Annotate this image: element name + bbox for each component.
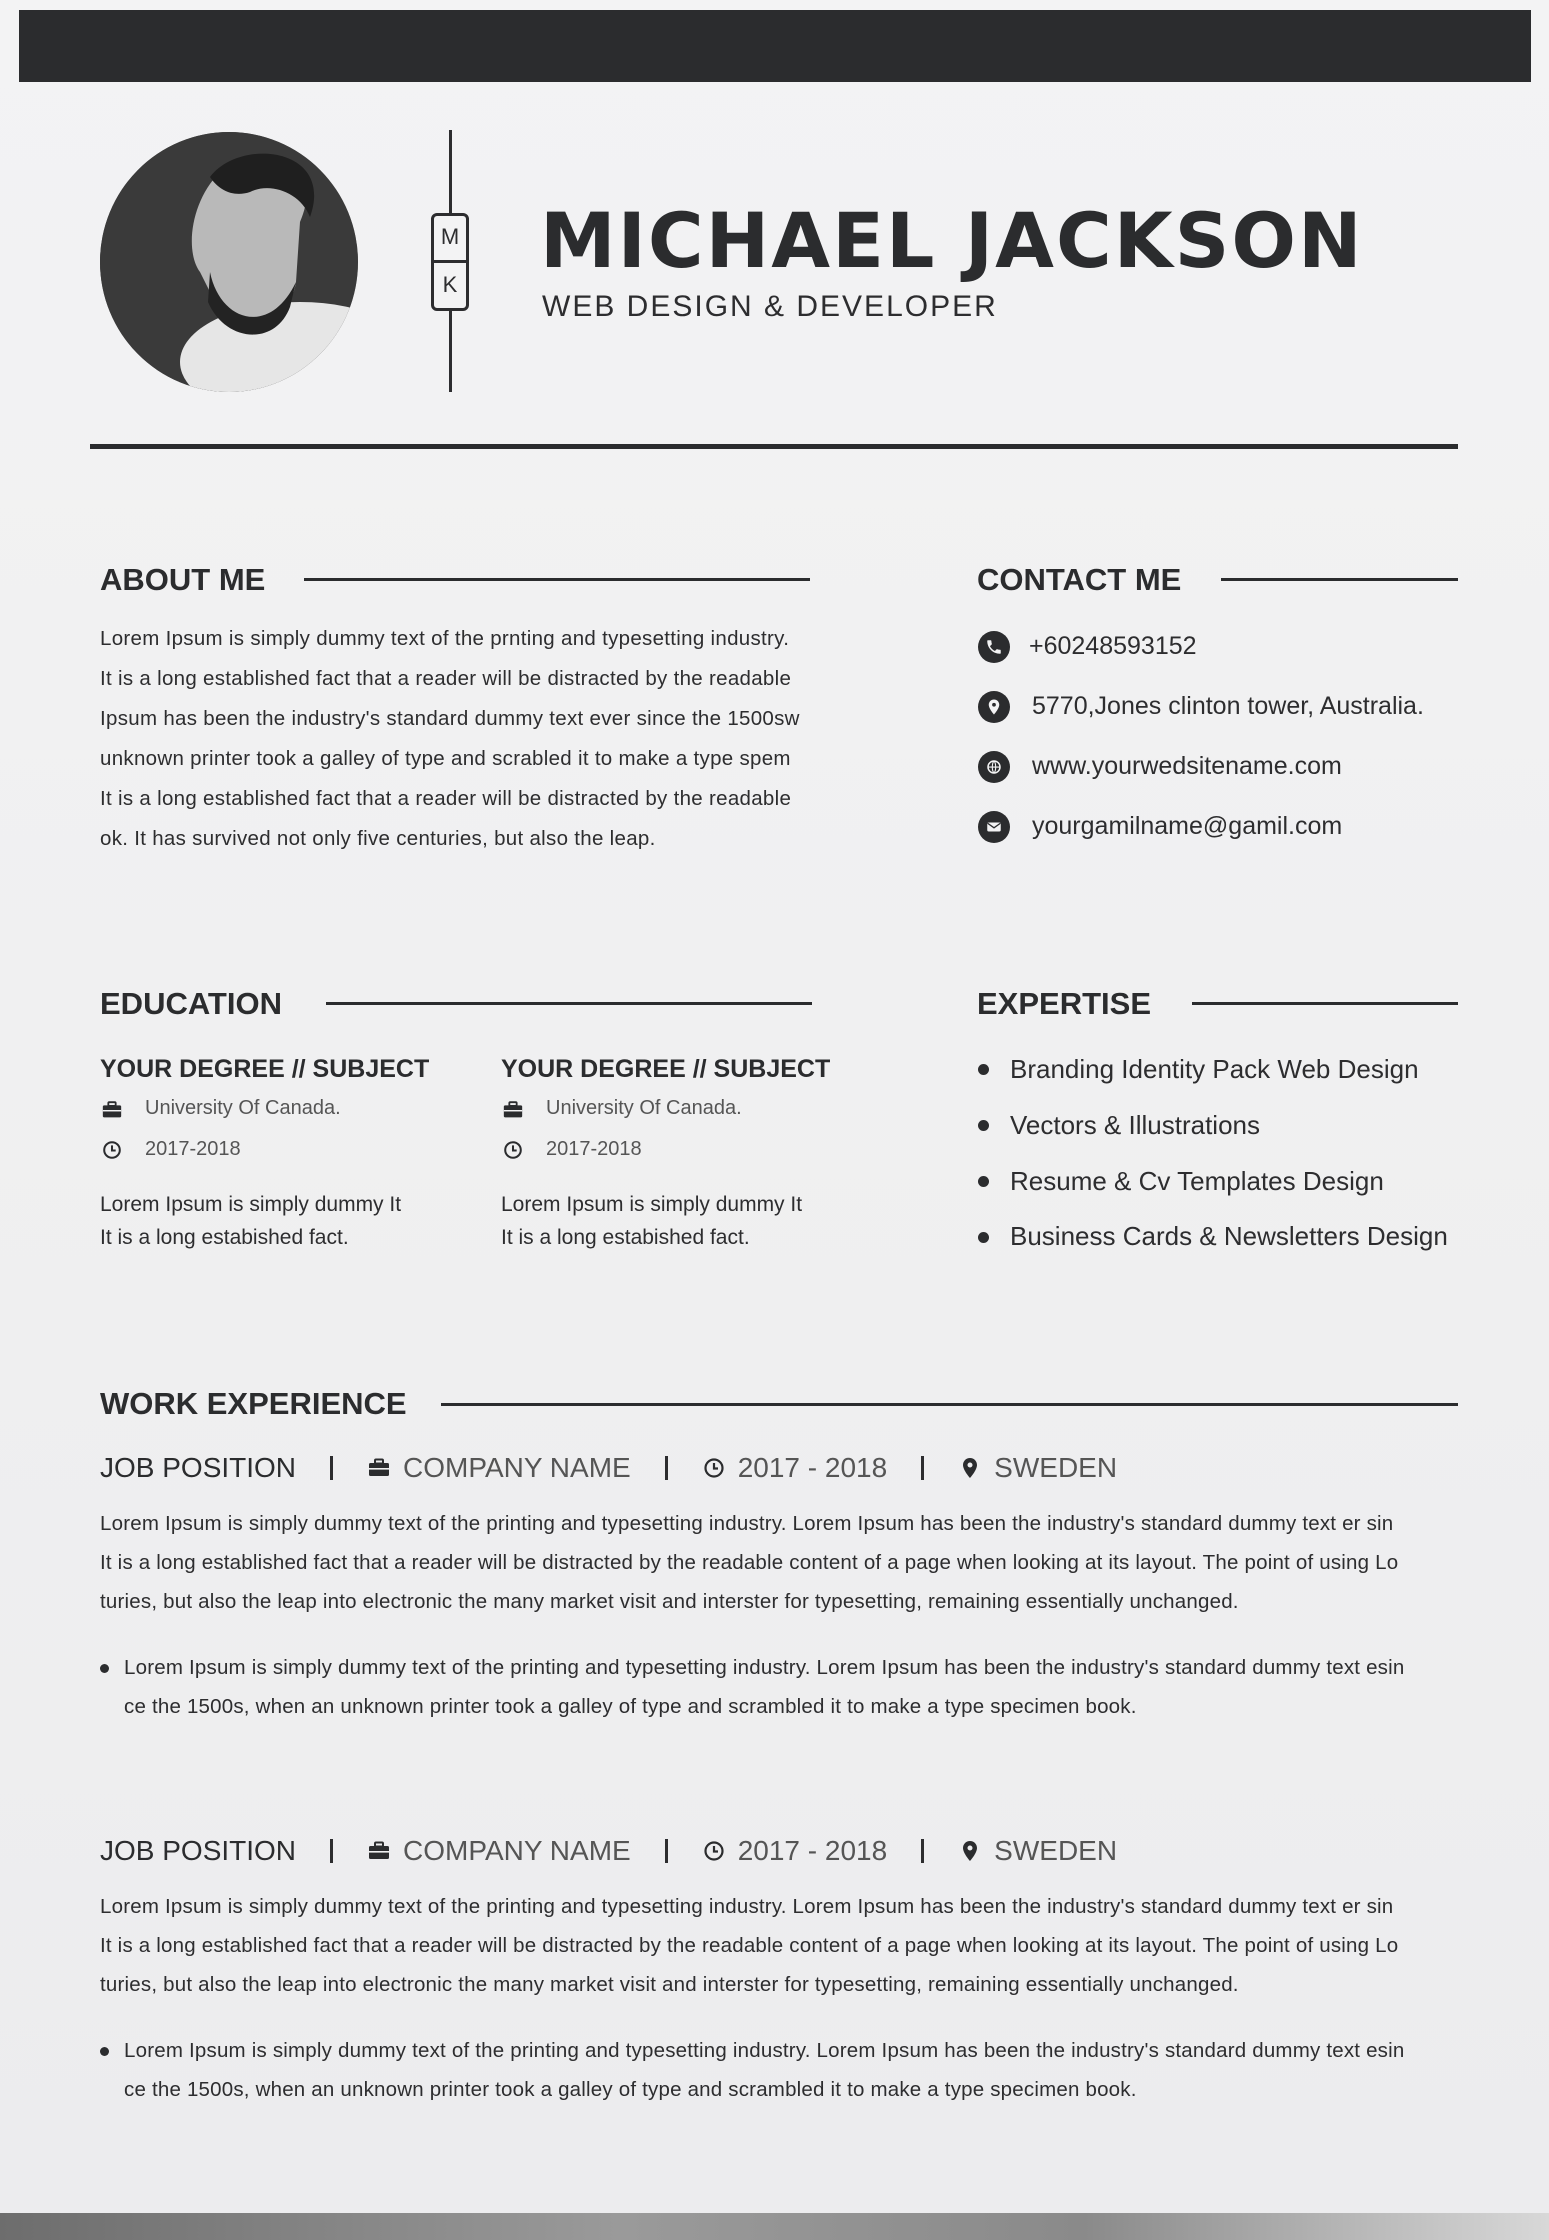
profile-portrait-image bbox=[100, 132, 358, 392]
job-header bbox=[100, 1452, 1117, 1484]
clock-icon bbox=[502, 1139, 524, 1161]
profile-photo bbox=[100, 132, 358, 392]
location-pin-icon bbox=[958, 1839, 982, 1863]
clock-icon bbox=[702, 1456, 726, 1480]
job-location bbox=[958, 1452, 1117, 1484]
company bbox=[367, 1452, 631, 1484]
bullet-icon bbox=[978, 1120, 989, 1131]
company-name: COMPANY NAME bbox=[403, 1452, 631, 1483]
header-divider bbox=[90, 444, 1458, 449]
job-years bbox=[702, 1452, 887, 1484]
expertise-item: Branding Identity Pack Web Design bbox=[1010, 1054, 1419, 1084]
mail-icon bbox=[978, 811, 1010, 843]
contact-email[interactable]: yourgamilname@gamil.com bbox=[1032, 812, 1343, 840]
about-text bbox=[100, 619, 800, 859]
school-name: University Of Canada. bbox=[546, 1097, 742, 1119]
separator bbox=[665, 1839, 668, 1863]
job-desc-line: It is a long established fact that a reader will be distracted by the readable content of a page when looking at its layout. The point of using Lo bbox=[100, 1551, 1399, 1574]
about-line: It is a long established fact that a reader will be distracted by the readable bbox=[100, 787, 792, 810]
about-line: Ipsum has been the industry's standard dummy text ever since the 1500sw bbox=[100, 707, 800, 730]
clock-icon bbox=[101, 1139, 123, 1161]
job-bullet-line: Lorem Ipsum is simply dummy text of the printing and typesetting industry. Lorem Ipsum has been the industry's standard dummy text esin bbox=[124, 1656, 1405, 1679]
expertise-item: Vectors & Illustrations bbox=[1010, 1110, 1260, 1140]
separator bbox=[330, 1456, 333, 1480]
monogram-line-top bbox=[449, 130, 452, 214]
education-description bbox=[501, 1188, 802, 1254]
bottom-bar bbox=[0, 2213, 1549, 2240]
top-bar bbox=[19, 10, 1531, 82]
about-line: Lorem Ipsum is simply dummy text of the prnting and typesetting industry. bbox=[100, 627, 790, 650]
globe-icon bbox=[978, 751, 1010, 783]
separator bbox=[330, 1839, 333, 1863]
degree-title: YOUR DEGREE // SUBJECT bbox=[501, 1055, 831, 1083]
job-bullet-text bbox=[124, 1648, 1404, 1726]
education-desc-line: Lorem Ipsum is simply dummy It bbox=[501, 1193, 803, 1216]
job-years bbox=[702, 1835, 887, 1867]
education-desc-line: It is a long estabished fact. bbox=[100, 1226, 349, 1249]
contact-address: 5770,Jones clinton tower, Australia. bbox=[1032, 692, 1424, 720]
separator bbox=[921, 1839, 924, 1863]
expertise-rule bbox=[1192, 1002, 1458, 1005]
briefcase-icon bbox=[101, 1099, 123, 1121]
education-years: 2017-2018 bbox=[145, 1138, 241, 1160]
work-rule bbox=[441, 1403, 1458, 1406]
candidate-name: MICHAEL JACKSON bbox=[540, 196, 1364, 285]
candidate-role: WEB DESIGN & DEVELOPER bbox=[542, 290, 998, 323]
clock-icon bbox=[702, 1839, 726, 1863]
job-desc-line: Lorem Ipsum is simply dummy text of the printing and typesetting industry. Lorem Ipsum has been the industry's standard dummy text er sin bbox=[100, 1512, 1394, 1535]
job-location bbox=[958, 1835, 1117, 1867]
job-bullet-line: ce the 1500s, when an unknown printer took a galley of type and scrambled it to make a type specimen book. bbox=[124, 1695, 1137, 1718]
bullet-icon bbox=[100, 2047, 109, 2056]
education-rule bbox=[326, 1002, 812, 1005]
job-bullet-text bbox=[124, 2031, 1404, 2109]
about-rule bbox=[304, 578, 810, 581]
location-pin-icon bbox=[978, 691, 1010, 723]
expertise-item: Resume & Cv Templates Design bbox=[1010, 1166, 1384, 1196]
monogram-letter-1: M bbox=[440, 224, 460, 249]
bullet-icon bbox=[978, 1176, 989, 1187]
bullet-icon bbox=[978, 1064, 989, 1075]
degree-title: YOUR DEGREE // SUBJECT bbox=[100, 1055, 430, 1083]
job-location-text: SWEDEN bbox=[994, 1452, 1118, 1483]
briefcase-icon bbox=[367, 1456, 391, 1480]
company-name: COMPANY NAME bbox=[403, 1835, 631, 1866]
contact-rule bbox=[1221, 578, 1458, 581]
contact-title: CONTACT ME bbox=[977, 562, 1182, 597]
phone-icon bbox=[978, 631, 1010, 663]
job-years-text: 2017 - 2018 bbox=[737, 1452, 888, 1483]
job-header bbox=[100, 1835, 1117, 1867]
about-line: It is a long established fact that a reader will be distracted by the readable bbox=[100, 667, 792, 690]
job-description bbox=[100, 1887, 1398, 2004]
job-description bbox=[100, 1504, 1398, 1621]
about-line: ok. It has survived not only five centuries, but also the leap. bbox=[100, 827, 656, 850]
job-position: JOB POSITION bbox=[100, 1452, 297, 1483]
briefcase-icon bbox=[367, 1839, 391, 1863]
location-pin-icon bbox=[958, 1456, 982, 1480]
monogram-letter-2: K bbox=[442, 272, 458, 297]
school-name: University Of Canada. bbox=[145, 1097, 341, 1119]
work-title: WORK EXPERIENCE bbox=[100, 1386, 407, 1421]
contact-website[interactable]: www.yourwedsitename.com bbox=[1032, 752, 1342, 780]
job-desc-line: turies, but also the leap into electronic the many market visit and interster for typesetting, remaining essentially unchanged. bbox=[100, 1973, 1239, 1996]
briefcase-icon bbox=[502, 1099, 524, 1121]
education-description bbox=[100, 1188, 401, 1254]
monogram-line-bottom bbox=[449, 310, 452, 392]
job-years-text: 2017 - 2018 bbox=[737, 1835, 888, 1866]
job-desc-line: Lorem Ipsum is simply dummy text of the printing and typesetting industry. Lorem Ipsum has been the industry's standard dummy text er sin bbox=[100, 1895, 1394, 1918]
job-bullet-line: ce the 1500s, when an unknown printer took a galley of type and scrambled it to make a type specimen book. bbox=[124, 2078, 1137, 2101]
company bbox=[367, 1835, 631, 1867]
job-desc-line: It is a long established fact that a reader will be distracted by the readable content of a page when looking at its layout. The point of using Lo bbox=[100, 1934, 1399, 1957]
separator bbox=[665, 1456, 668, 1480]
education-desc-line: It is a long estabished fact. bbox=[501, 1226, 750, 1249]
about-title: ABOUT ME bbox=[100, 562, 266, 597]
job-desc-line: turies, but also the leap into electronic the many market visit and interster for typesetting, remaining essentially unchanged. bbox=[100, 1590, 1239, 1613]
education-years: 2017-2018 bbox=[546, 1138, 642, 1160]
expertise-item: Business Cards & Newsletters Design bbox=[1010, 1221, 1448, 1251]
expertise-title: EXPERTISE bbox=[977, 986, 1151, 1021]
bullet-icon bbox=[978, 1232, 989, 1243]
education-desc-line: Lorem Ipsum is simply dummy It bbox=[100, 1193, 402, 1216]
education-title: EDUCATION bbox=[100, 986, 282, 1021]
job-position: JOB POSITION bbox=[100, 1835, 297, 1866]
contact-phone: +60248593152 bbox=[1029, 632, 1197, 660]
bullet-icon bbox=[100, 1664, 109, 1673]
about-line: unknown printer took a galley of type and scrabled it to make a type spem bbox=[100, 747, 791, 770]
job-location-text: SWEDEN bbox=[994, 1835, 1118, 1866]
separator bbox=[921, 1456, 924, 1480]
monogram-divider bbox=[434, 260, 466, 263]
job-bullet-line: Lorem Ipsum is simply dummy text of the printing and typesetting industry. Lorem Ipsum has been the industry's standard dummy text esin bbox=[124, 2039, 1405, 2062]
monogram bbox=[431, 213, 469, 311]
